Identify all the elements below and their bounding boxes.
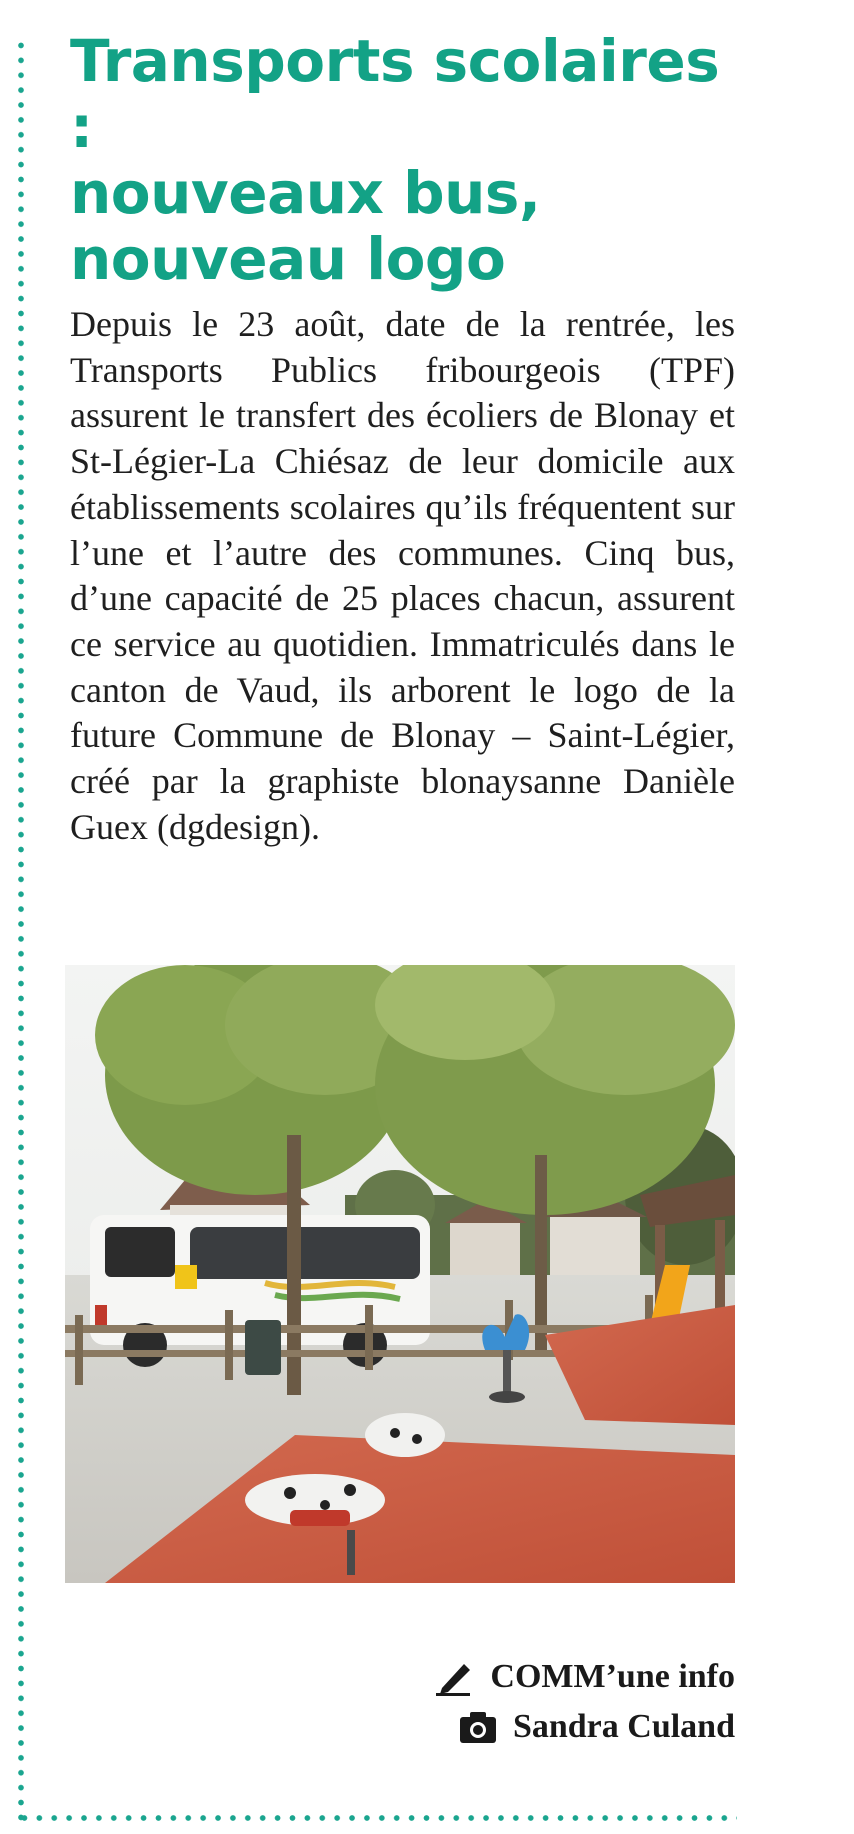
article-body: Depuis le 23 août, date de la rentrée, les Transports Publics fribourgeois (TPF) assurent le transfert des écoliers de Blonay et St-Légier-La Chiésaz de leur domicile aux établissements scolaires qu’ils fréquentent sur l’une et l’autre des communes. Cinq bus, d’une capacité de 25 places chacun, assurent ce service au quotidien. Immatriculés dans le canton de Vaud, ils arborent le logo de la future Commune de Blonay – Saint-Légier, créé par la graphiste blonaysanne Danièle Guex (dgdesign). xyxy=(70,304,735,847)
title-line: nouveaux bus, xyxy=(70,159,541,227)
dotted-border-bottom xyxy=(17,1814,737,1822)
article-photo xyxy=(65,965,735,1583)
author-credit xyxy=(235,1652,735,1702)
photo-credit xyxy=(235,1702,735,1752)
title-line: nouveau logo xyxy=(70,225,506,293)
photographer-name: Sandra Culand xyxy=(512,1708,735,1745)
camera-icon xyxy=(457,1708,499,1746)
author-name: COMM’une info xyxy=(490,1658,735,1695)
dotted-border-left xyxy=(17,38,25,1828)
title-line: Transports scolaires : xyxy=(70,27,720,161)
pen-icon xyxy=(434,1658,476,1696)
article-title xyxy=(70,28,750,292)
credits xyxy=(235,1652,735,1752)
